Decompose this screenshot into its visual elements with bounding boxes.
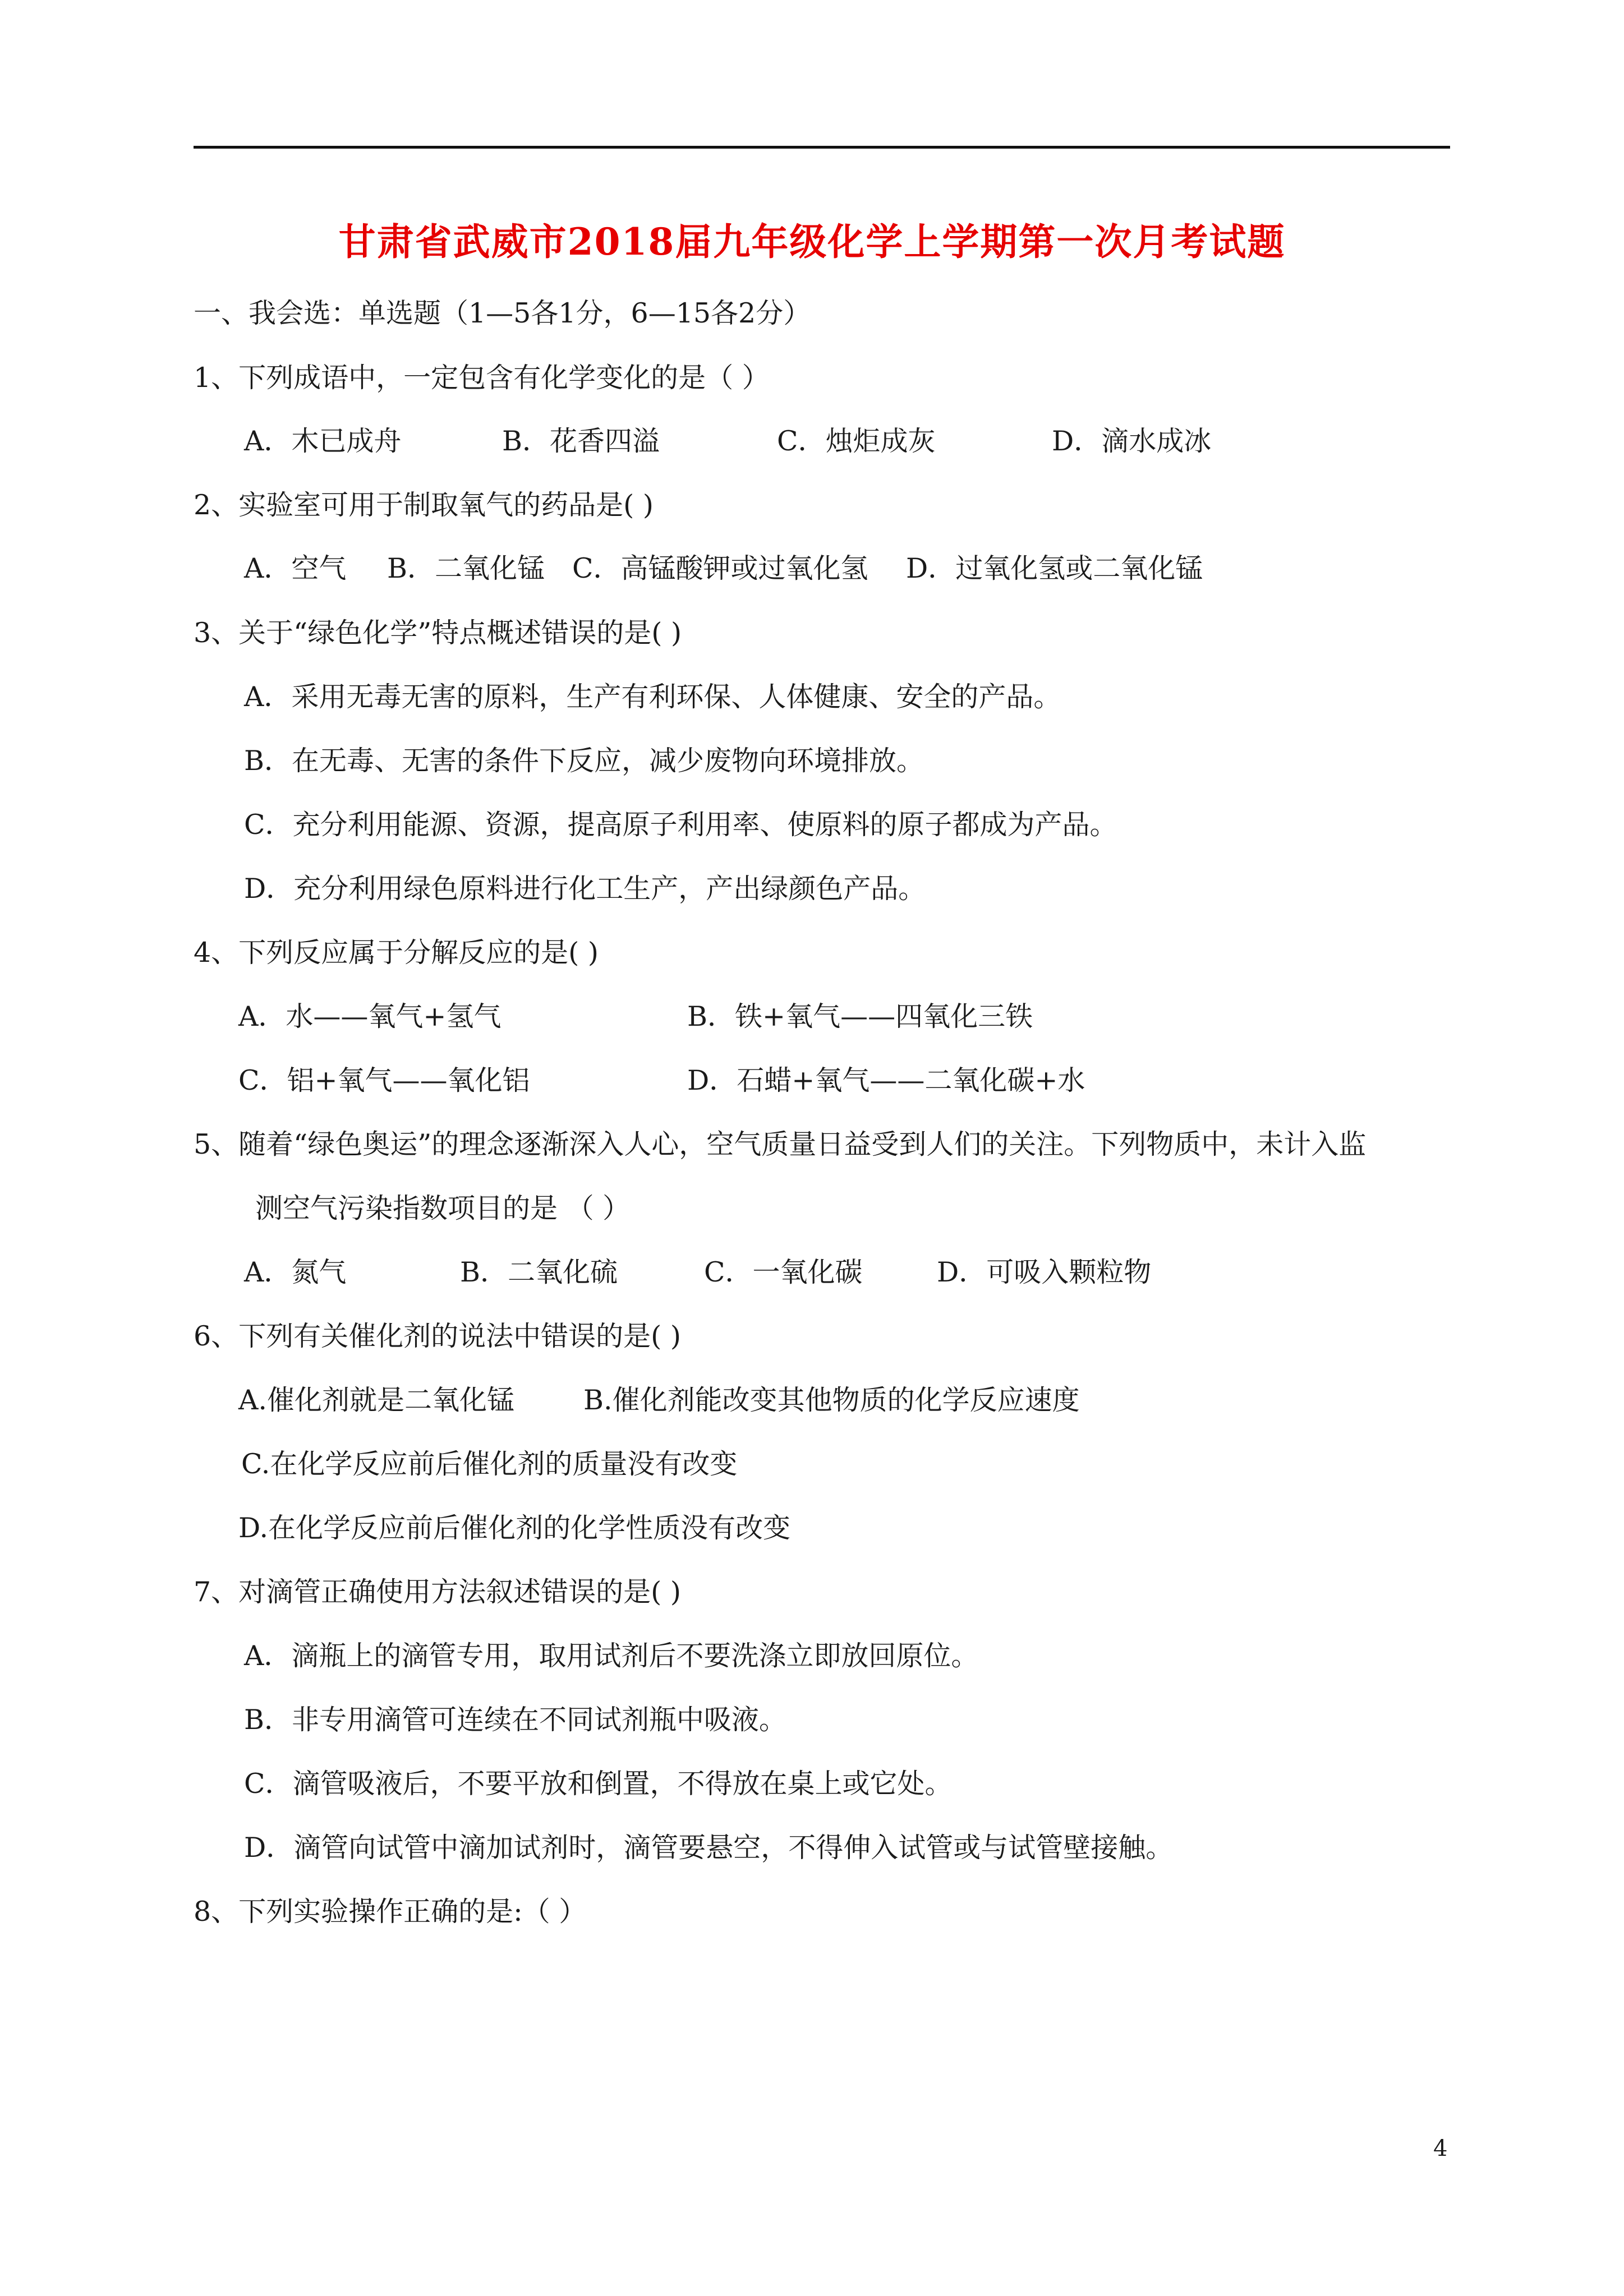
page-title: 甘肃省武威市2018届九年级化学上学期第一次月考试题 — [338, 220, 1286, 264]
question-7-option-a: A．滴瓶上的滴管专用，取用试剂后不要洗涤立即放回原位。 — [244, 1640, 979, 1672]
question-4-option-b: B．铁+氧气——四氧化三铁 — [687, 1001, 1033, 1032]
question-4-options-row-2 — [0, 1064, 1624, 1098]
question-3-stem: 3、关于“绿色化学”特点概述错误的是( ) — [194, 617, 682, 649]
question-3-option-d: D．充分利用绿色原料进行化工生产，产出绿颜色产品。 — [244, 873, 926, 905]
question-8-stem: 8、下列实验操作正确的是:（ ） — [194, 1896, 587, 1928]
question-3-option-b: B．在无毒、无害的条件下反应，减少废物向环境排放。 — [244, 745, 924, 777]
question-6-stem: 6、下列有关催化剂的说法中错误的是( ) — [194, 1320, 681, 1352]
question-3-option-c: C．充分利用能源、资源，提高原子利用率、使原料的原子都成为产品。 — [244, 809, 1117, 841]
question-2-options — [0, 552, 1624, 586]
question-1-option-d: D．滴水成冰 — [1052, 425, 1212, 457]
question-1-stem: 1、下列成语中，一定包含有化学变化的是（ ） — [194, 362, 770, 394]
question-3-option-a: A．采用无毒无害的原料，生产有利环保、人体健康、安全的产品。 — [244, 681, 1061, 713]
section-heading: 一、我会选：单选题（1—5各1分，6—15各2分） — [194, 297, 811, 329]
question-4-option-a: A．水——氧气+氢气 — [238, 1001, 502, 1032]
question-4-stem: 4、下列反应属于分解反应的是( ) — [194, 937, 599, 969]
question-2-option-c: C．高锰酸钾或过氧化氢 — [572, 552, 868, 584]
question-1-option-b: B．花香四溢 — [502, 425, 660, 457]
question-6-options-row-1 — [0, 1384, 1624, 1418]
question-6-option-c: C.在化学反应前后催化剂的质量没有改变 — [241, 1448, 738, 1480]
question-5-stem-line-2: 测空气污染指数项目的是 （ ） — [255, 1192, 631, 1224]
question-7-option-d: D．滴管向试管中滴加试剂时，滴管要悬空，不得伸入试管或与试管壁接触。 — [244, 1832, 1174, 1864]
question-2-option-a: A．空气 — [244, 552, 347, 584]
question-7-option-c: C．滴管吸液后，不要平放和倒置，不得放在桌上或它处。 — [244, 1768, 953, 1800]
question-4-option-d: D．石蜡+氧气——二氧化碳+水 — [687, 1064, 1085, 1096]
question-5-option-a: A．氮气 — [244, 1256, 347, 1288]
question-4-option-c: C．铝+氧气——氧化铝 — [238, 1064, 530, 1096]
question-5-options — [0, 1256, 1624, 1290]
question-2-stem: 2、实验室可用于制取氧气的药品是( ) — [194, 489, 654, 521]
question-5-option-d: D．可吸入颗粒物 — [937, 1256, 1152, 1288]
question-1-option-c: C．烛炬成灰 — [777, 425, 936, 457]
question-5-option-c: C．一氧化碳 — [704, 1256, 863, 1288]
question-2-option-d: D．过氧化氢或二氧化锰 — [906, 552, 1203, 584]
question-6-option-d: D.在化学反应前后催化剂的化学性质没有改变 — [238, 1512, 791, 1544]
question-6-option-a: A.催化剂就是二氧化锰 — [238, 1384, 514, 1416]
question-1-options — [0, 425, 1624, 459]
page-number: 4 — [1433, 2136, 1448, 2161]
header-rule — [194, 146, 1450, 149]
question-2-option-b: B．二氧化锰 — [387, 552, 545, 584]
question-7-option-b: B．非专用滴管可连续在不同试剂瓶中吸液。 — [244, 1704, 787, 1736]
question-5-option-b: B．二氧化硫 — [460, 1256, 618, 1288]
question-4-options-row-1 — [0, 1001, 1624, 1034]
question-5-stem-line-1: 5、随着“绿色奥运”的理念逐渐深入人心，空气质量日益受到人们的关注。下列物质中，未计入监 — [194, 1128, 1367, 1160]
question-7-stem: 7、对滴管正确使用方法叙述错误的是( ) — [194, 1576, 681, 1608]
question-1-option-a: A．木已成舟 — [244, 425, 402, 457]
question-6-option-b: B.催化剂能改变其他物质的化学反应速度 — [583, 1384, 1080, 1416]
